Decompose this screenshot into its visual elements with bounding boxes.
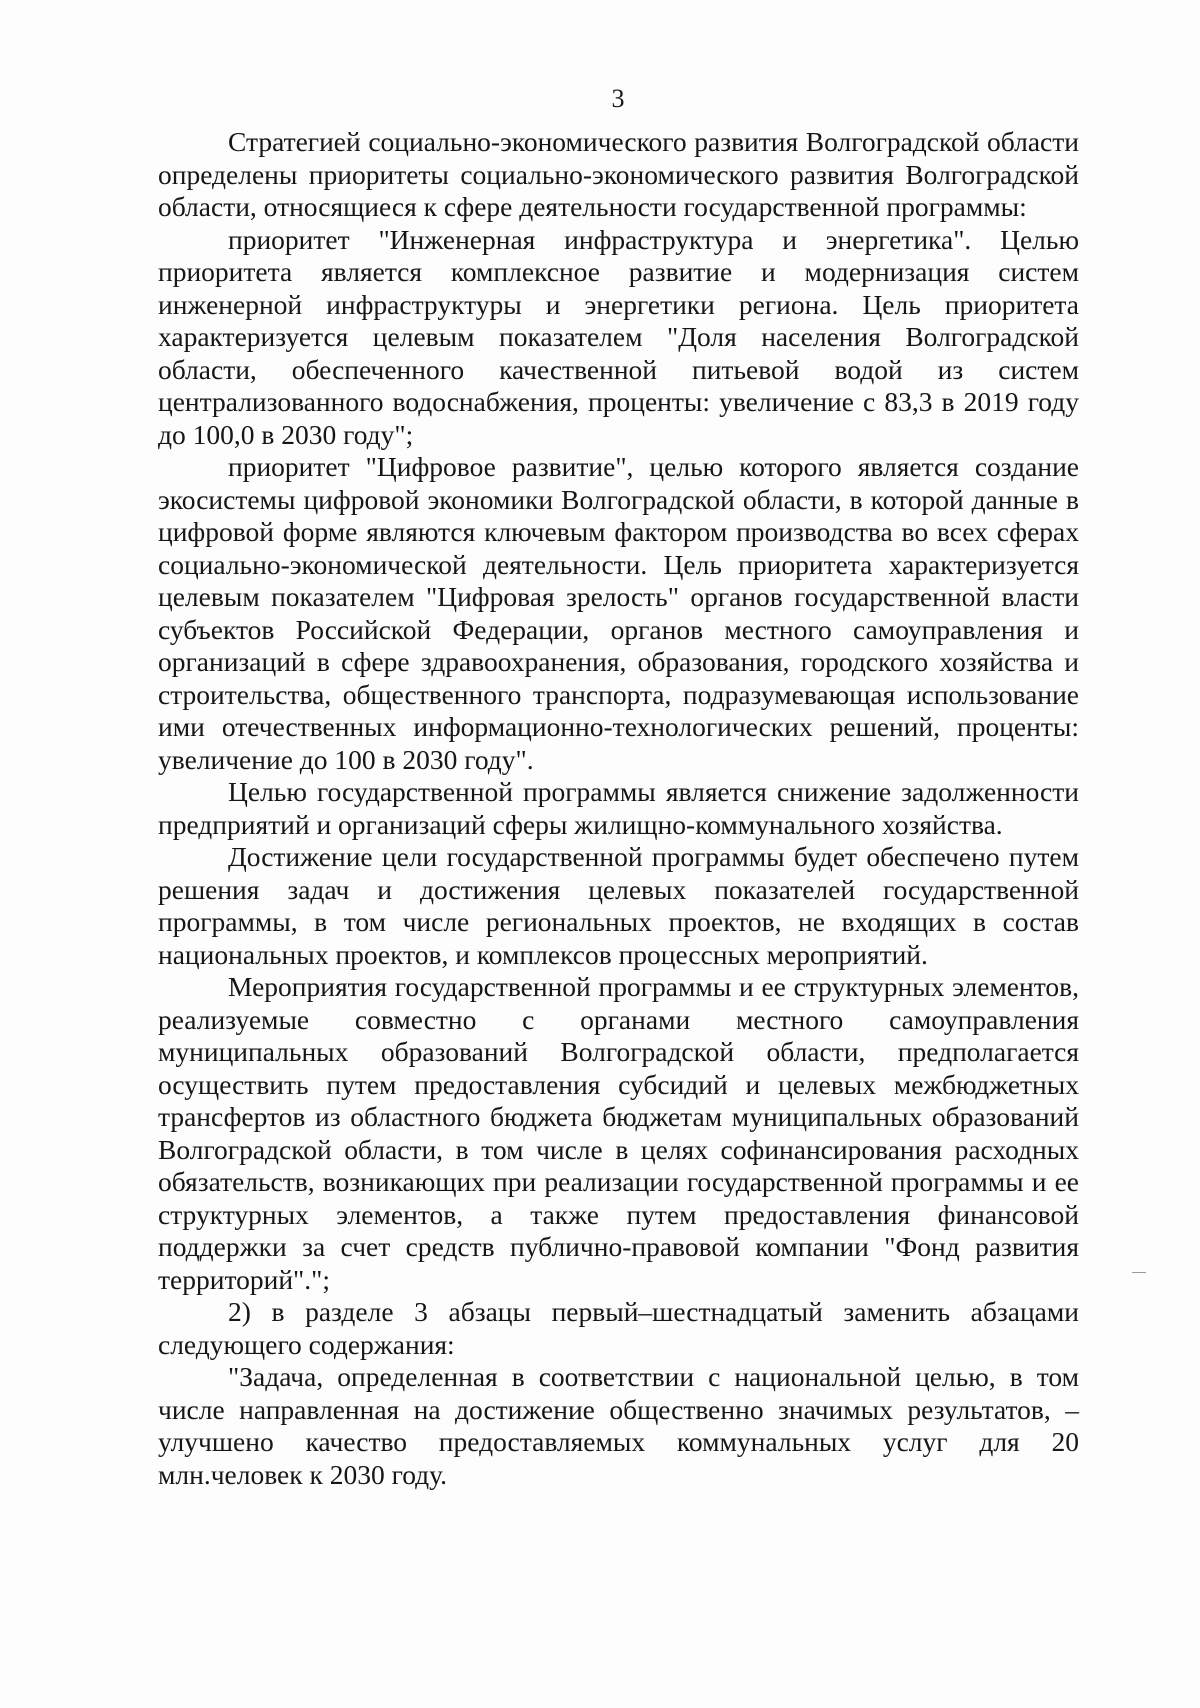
paragraph-program-goal: Целью государственной программы является снижение задолженности предприятий и организаций сферы жилищно-коммунального хозяйства.: [158, 776, 1079, 840]
paragraph-engineering-priority: приоритет "Инженерная инфраструктура и энергетика". Целью приоритета является комплексное развитие и модернизация систем инженерной инфраструктуры и энергетики региона. Цель приоритета характеризуется целевым показателем "Доля населения Волгоградской области, обеспеченного качественной питьевой водой из систем централизованного водоснабжения, проценты: увеличение с 83,3 в 2019 году до 100,0 в 2030 году";: [158, 223, 1079, 450]
paragraph-digital-priority: приоритет "Цифровое развитие", целью которого является создание экосистемы цифровой экономики Волгоградской области, в которой данные в цифровой форме являются ключевым фактором производства во всех сферах социально-экономической деятельности. Цель приоритета характеризуется целевым показателем "Цифровая зрелость" органов государственной власти субъектов Российской Федерации, органов местного самоуправления и организаций в сфере здравоохранения, образования, городского хозяйства и строительства, общественного транспорта, подразумевающая использование ими отечественных информационно-технологических решений, проценты: увеличение до 100 в 2030 году".: [158, 451, 1079, 775]
page-number: 3: [611, 84, 625, 113]
paragraph-program-measures: Мероприятия государственной программы и ее структурных элементов, реализуемые совместно с органами местного самоуправления муниципальных образований Волгоградской области, предполагается осуществить путем предоставления субсидий и целевых межбюджетных трансфертов из областного бюджета бюджетам муниципальных образований Волгоградской области, в том числе в целях софинансирования расходных обязательств, возникающих при реализации государственной программы и ее структурных элементов, а также путем предоставления финансовой поддержки за счет средств публично-правовой компании "Фонд развития территорий".";: [158, 971, 1079, 1295]
paragraph-national-goal-task: "Задача, определенная в соответствии с национальной целью, в том числе направленная на достижение общественно значимых результатов, – улучшено качество предоставляемых коммунальных услуг для 20 млн.человек к 2030 году.: [158, 1361, 1079, 1490]
scan-mark: [1132, 1272, 1146, 1273]
document-body: [158, 126, 1079, 1491]
paragraph-goal-achievement: Достижение цели государственной программы будет обеспечено путем решения задач и достижения целевых показателей государственной программы, в том числе региональных проектов, не входящих в состав национальных проектов, и комплексов процессных мероприятий.: [158, 841, 1079, 970]
paragraph-section-3-amendment: 2) в разделе 3 абзацы первый–шестнадцатый заменить абзацами следующего содержания:: [158, 1296, 1079, 1360]
paragraph-strategy-priorities: Стратегией социально-экономического развития Волгоградской области определены приоритеты социально-экономического развития Волгоградской области, относящиеся к сфере деятельности государственной программы:: [158, 126, 1079, 222]
